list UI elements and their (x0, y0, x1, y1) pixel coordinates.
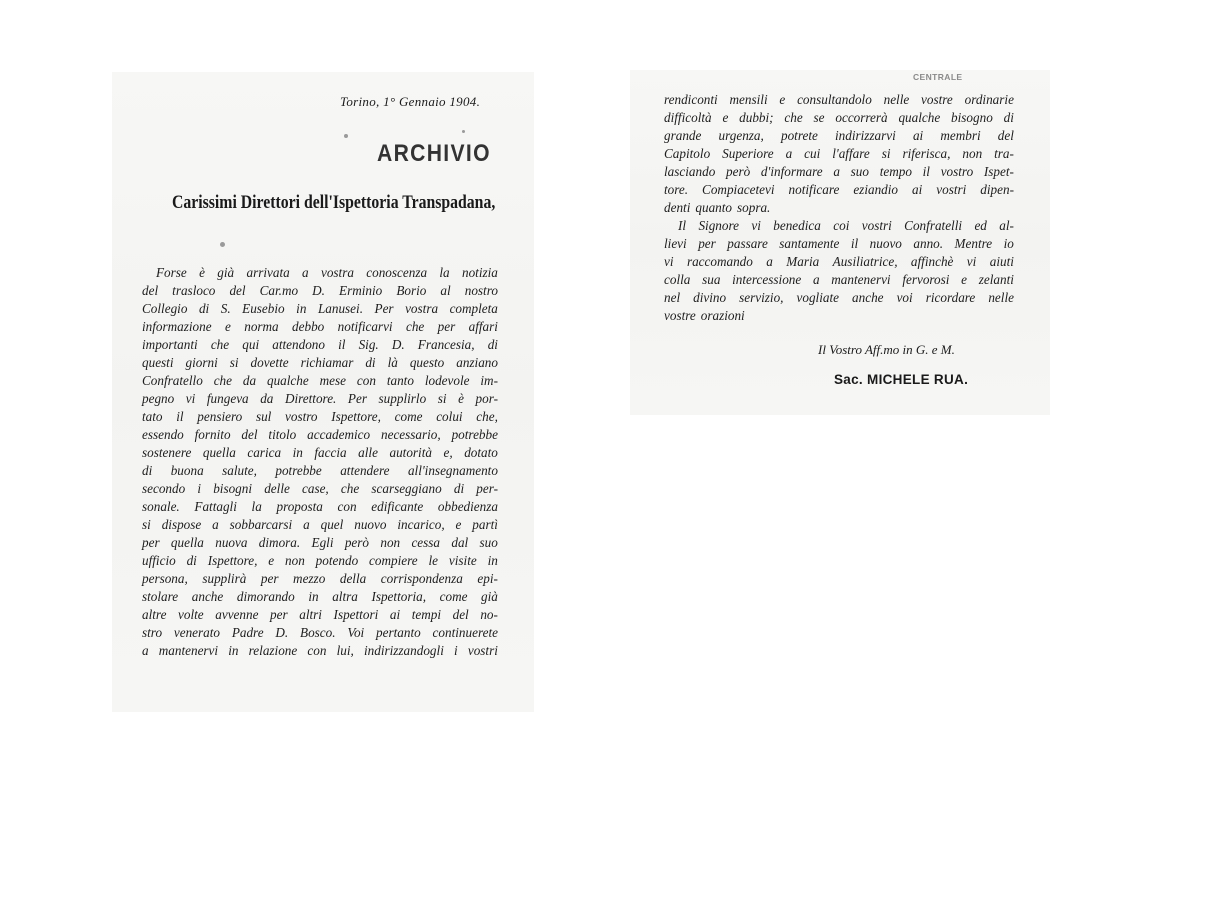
dateline: Torino, 1° Gennaio 1904. (340, 94, 481, 109)
letter-body-right (664, 91, 1014, 325)
closing-line: Il Vostro Aff.mo in G. e M. (818, 342, 955, 357)
signature: Sac. MICHELE RUA. (834, 372, 969, 387)
right-page (630, 70, 1050, 415)
text-line: per quella nuova dimora. Egli però non cessa dal suo (142, 535, 498, 550)
text-line: ufficio di Ispettore, e non potendo compiere le visite in (142, 553, 498, 568)
text-line: a mantenervi in relazione con lui, indirizzandogli i vostri (142, 643, 498, 658)
text-line: Confratello che da qualche mese con tanto lodevole im- (142, 373, 498, 388)
text-line: questi giorni si dovette richiamar di là questo anziano (142, 355, 498, 370)
text-line: sonale. Fattagli la proposta con edificante obbedienza (142, 499, 498, 514)
letter-body-left (142, 264, 498, 660)
ink-speck (462, 130, 465, 133)
text-line: persona, supplirà per mezzo della corrispondenza epi- (142, 571, 498, 586)
text-line: di buona salute, potrebbe attendere all'insegnamento (142, 463, 498, 478)
text-line: tato il pensiero sul vostro Ispettore, come colui che, (142, 409, 498, 424)
left-page (112, 72, 534, 712)
text-line: altre volte avvenne per altri Ispettori ai tempi del no- (142, 607, 498, 622)
text-line: importanti che qui attendono il Sig. D. Francesia, di (142, 337, 498, 352)
text-line: sostenere quella carica in faccia alle autorità e, dotato (142, 445, 498, 460)
text-line: Capitolo Superiore a cui l'affare si riferisca, non tra- (664, 146, 1014, 161)
text-line: lasciando però d'informare a suo tempo il vostro Ispet- (664, 164, 1014, 179)
text-line: grande urgenza, potrete indirizzarvi ai membri del (664, 128, 1014, 143)
text-line: pegno vi fungeva da Direttore. Per supplirlo si è por- (142, 391, 498, 406)
text-line: Il Signore vi benedica coi vostri Confratelli ed al- (678, 218, 1014, 233)
text-line: Collegio di S. Eusebio in Lanusei. Per vostra completa (142, 301, 498, 316)
salutation: Carissimi Direttori dell'Ispettoria Transpadana, (172, 192, 496, 213)
text-line: colla sua intercessione a mantenervi fervorosi e zelanti (664, 272, 1014, 287)
text-line: stolare anche dimorando in altra Ispettoria, come già (142, 589, 498, 604)
ink-speck (344, 134, 348, 138)
text-line: Forse è già arrivata a vostra conoscenza la notizia (156, 265, 498, 280)
text-line: vi raccomando a Maria Ausiliatrice, affinchè vi aiuti (664, 254, 1014, 269)
text-line: informazione e norma debbo notificarvi che per affari (142, 319, 498, 334)
centrale-stamp: CENTRALE (913, 72, 963, 82)
text-line: si dispose a sobbarcarsi a quel nuovo incarico, e partì (142, 517, 498, 532)
text-line: tore. Compiacetevi notificare eziandio ai vostri dipen- (664, 182, 1014, 197)
text-line: nel divino servizio, vogliate anche voi ricordare nelle (664, 290, 1014, 305)
text-line: stro venerato Padre D. Bosco. Voi pertanto continuerete (142, 625, 498, 640)
text-line: secondo i bisogni delle case, che scarseggiano di per- (142, 481, 498, 496)
text-line: essendo fornito del titolo accademico necessario, potrebbe (142, 427, 498, 442)
text-line: vostre orazioni (664, 308, 745, 323)
text-line: lievi per passare santamente il nuovo anno. Mentre io (664, 236, 1014, 251)
ink-speck (220, 242, 225, 247)
text-line: rendiconti mensili e consultandolo nelle vostre ordinarie (664, 92, 1014, 107)
text-line: del trasloco del Car.mo D. Erminio Borio al nostro (142, 283, 498, 298)
text-line: difficoltà e dubbi; che se occorrerà qualche bisogno di (664, 110, 1014, 125)
archivio-stamp: ARCHIVIO (377, 140, 491, 167)
text-line: denti quanto sopra. (664, 200, 771, 215)
